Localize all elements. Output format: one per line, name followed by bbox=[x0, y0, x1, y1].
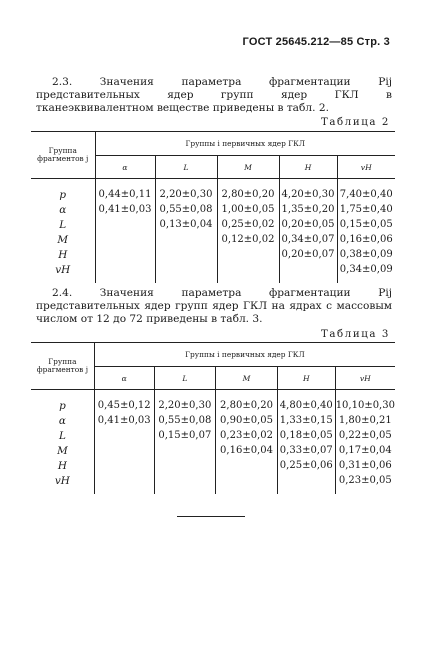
table-cell: 0,22±0,05 bbox=[335, 428, 395, 443]
table-cell bbox=[155, 232, 217, 247]
table-3 bbox=[31, 342, 395, 494]
table-row bbox=[31, 262, 395, 277]
table-cell: 0,44±0,11 bbox=[95, 187, 155, 202]
table-cell bbox=[94, 428, 154, 443]
table-cell bbox=[95, 262, 155, 277]
table-cell: 1,00±0,05 bbox=[217, 202, 279, 217]
table-3-caption: Таблица 3 bbox=[320, 329, 390, 340]
table-cell: 0,31±0,06 bbox=[335, 458, 395, 473]
table-cell: 0,12±0,02 bbox=[217, 232, 279, 247]
column-header: M bbox=[217, 156, 279, 179]
table-cell bbox=[95, 247, 155, 262]
table-cell: 1,80±0,21 bbox=[335, 413, 395, 428]
table-cell bbox=[94, 473, 154, 488]
table-cell: 0,16±0,04 bbox=[216, 443, 278, 458]
column-header: L bbox=[154, 367, 216, 390]
table-cell bbox=[155, 247, 217, 262]
group-header: Группы i первичных ядер ГКЛ bbox=[95, 132, 395, 156]
table-cell: 10,10±0,30 bbox=[335, 400, 395, 411]
table-cell bbox=[154, 443, 216, 458]
table-cell: 1,75±0,40 bbox=[337, 202, 395, 217]
table-2 bbox=[31, 131, 395, 283]
table-cell bbox=[94, 458, 154, 473]
table-row bbox=[31, 202, 395, 217]
table-cell: 2,80±0,20 bbox=[216, 398, 278, 413]
row-group-header: Группа фрагментов j bbox=[31, 132, 95, 179]
row-group-header: Группа фрагментов j bbox=[31, 343, 94, 390]
column-header: H bbox=[279, 156, 337, 179]
table-row bbox=[31, 413, 395, 428]
table-row bbox=[31, 247, 395, 262]
table-row bbox=[31, 473, 395, 488]
table-cell bbox=[216, 458, 278, 473]
table-cell: 0,20±0,05 bbox=[279, 217, 337, 232]
page-header: ГОСТ 25645.212—85 Стр. 3 bbox=[242, 36, 390, 48]
row-label: L bbox=[59, 218, 67, 231]
table-cell: 0,17±0,04 bbox=[335, 443, 395, 458]
table-cell: 0,23±0,05 bbox=[335, 473, 395, 488]
table-row bbox=[31, 232, 395, 247]
table-cell: 0,13±0,04 bbox=[155, 217, 217, 232]
table-cell: 0,41±0,03 bbox=[95, 202, 155, 217]
table-cell: 0,34±0,07 bbox=[279, 232, 337, 247]
row-label: H bbox=[58, 248, 68, 261]
table-cell: 0,20±0,07 bbox=[279, 247, 337, 262]
table-cell bbox=[94, 443, 154, 458]
column-header: vH bbox=[335, 367, 395, 390]
table-cell: 0,34±0,09 bbox=[337, 262, 395, 277]
table-cell bbox=[155, 262, 217, 277]
table-cell: 0,38±0,09 bbox=[337, 247, 395, 262]
column-header: α bbox=[94, 367, 154, 390]
table-row bbox=[31, 443, 395, 458]
table-cell: 1,35±0,20 bbox=[279, 202, 337, 217]
table-cell: 0,41±0,03 bbox=[94, 413, 154, 428]
table-cell: 1,33±0,15 bbox=[277, 413, 335, 428]
row-label: p bbox=[59, 399, 66, 412]
table-cell: 2,20±0,30 bbox=[154, 398, 216, 413]
table-cell: 0,90±0,05 bbox=[216, 413, 278, 428]
table-2-body bbox=[31, 187, 395, 277]
table-cell: 0,23±0,02 bbox=[216, 428, 278, 443]
end-rule bbox=[177, 516, 245, 517]
column-header: vH bbox=[337, 156, 395, 179]
table-row bbox=[31, 398, 395, 413]
table-cell: 0,55±0,08 bbox=[155, 202, 217, 217]
table-cell bbox=[154, 473, 216, 488]
row-label: M bbox=[57, 233, 69, 246]
table-row bbox=[31, 217, 395, 232]
group-header: Группы i первичных ядер ГКЛ bbox=[94, 343, 395, 367]
row-label: M bbox=[57, 444, 68, 457]
table-cell: 2,80±0,20 bbox=[217, 187, 279, 202]
table-cell: 0,18±0,05 bbox=[277, 428, 335, 443]
row-label: p bbox=[59, 188, 67, 201]
row-label: L bbox=[58, 429, 66, 442]
column-header: M bbox=[216, 367, 278, 390]
row-label: H bbox=[57, 459, 67, 472]
table-cell: 7,40±0,40 bbox=[337, 187, 395, 202]
column-header: α bbox=[95, 156, 155, 179]
table-cell bbox=[95, 232, 155, 247]
table-2-caption: Таблица 2 bbox=[320, 117, 390, 128]
table-cell bbox=[277, 473, 335, 488]
table-cell: 0,15±0,05 bbox=[337, 217, 395, 232]
table-cell bbox=[279, 262, 337, 277]
table-cell bbox=[217, 262, 279, 277]
table-cell: 0,45±0,12 bbox=[94, 398, 154, 413]
table-cell: 0,16±0,06 bbox=[337, 232, 395, 247]
table-3-body bbox=[31, 398, 395, 488]
table-cell: 0,15±0,07 bbox=[154, 428, 216, 443]
table-cell: 0,25±0,06 bbox=[277, 458, 335, 473]
table-cell bbox=[216, 473, 278, 488]
table-cell: 4,80±0,40 bbox=[277, 398, 335, 413]
table-row bbox=[31, 458, 395, 473]
column-header: H bbox=[277, 367, 335, 390]
table-cell bbox=[217, 247, 279, 262]
paragraph-2-4: 2.4. Значения параметра фрагментации Pij представительных ядер групп ядер ГКЛ на ядрах с массовым числом от 12 до 72 приведены в табл. 3. bbox=[36, 287, 392, 326]
row-label: α bbox=[59, 203, 67, 216]
table-cell: 0,55±0,08 bbox=[154, 413, 216, 428]
table-cell: 0,33±0,07 bbox=[277, 443, 335, 458]
table-cell: 4,20±0,30 bbox=[279, 187, 337, 202]
table-cell bbox=[95, 217, 155, 232]
paragraph-2-3: 2.3. Значения параметра фрагментации Pij представительных ядер групп ядер ГКЛ в тканеэквивалентном веществе приведены в табл. 2. bbox=[36, 76, 392, 115]
table-cell: 0,25±0,02 bbox=[217, 217, 279, 232]
table-cell bbox=[154, 458, 216, 473]
table-row bbox=[31, 187, 395, 202]
row-label: vH bbox=[54, 474, 70, 487]
row-label: α bbox=[58, 414, 66, 427]
table-cell: 2,20±0,30 bbox=[155, 187, 217, 202]
table-row bbox=[31, 428, 395, 443]
row-label: vH bbox=[55, 263, 71, 276]
column-header: L bbox=[155, 156, 217, 179]
